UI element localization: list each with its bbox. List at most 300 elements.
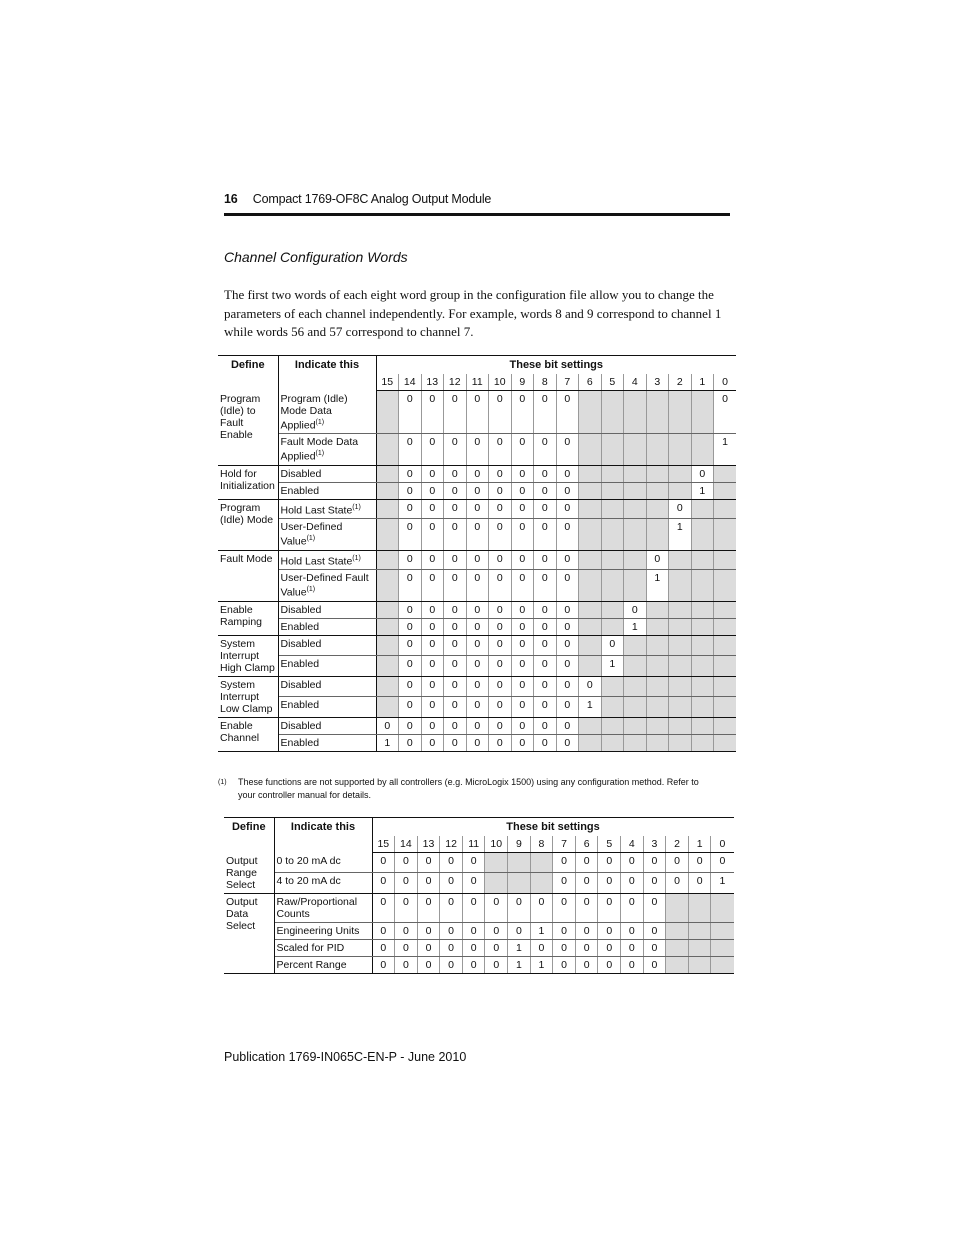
bit-cell: [646, 717, 669, 734]
bit-cell: 0: [421, 499, 444, 519]
bit-cell: 0: [466, 550, 489, 570]
bit-cell: [601, 697, 624, 718]
bit-number: 8: [530, 836, 553, 853]
indicate-label: Enabled: [280, 484, 320, 497]
bit-cell: 0: [462, 956, 485, 973]
bit-cell: [691, 391, 714, 434]
bits-header: These bit settings: [376, 356, 736, 375]
bit-cell: 0: [485, 922, 508, 939]
bit-number: 3: [643, 836, 666, 853]
bit-cell: [646, 519, 669, 551]
indicate-cell: [278, 499, 376, 519]
bit-cell: [691, 676, 714, 697]
bit-cell: [579, 519, 602, 551]
table-row: [218, 717, 736, 734]
bit-cell: [579, 570, 602, 602]
bit-number: 0: [711, 836, 734, 853]
bit-cell: [646, 499, 669, 519]
bit-cell: [691, 717, 714, 734]
bit-cell: 0: [489, 635, 512, 656]
bit-number: 2: [669, 374, 692, 391]
bit-cell: 1: [714, 434, 737, 466]
bit-cell: 0: [466, 656, 489, 677]
bit-cell: 0: [666, 853, 689, 873]
bit-cell: 0: [466, 499, 489, 519]
header-rule: [224, 213, 730, 216]
bit-cell: 0: [485, 893, 508, 922]
indicate-cell: [274, 939, 372, 956]
bit-cell: 0: [395, 893, 418, 922]
bit-cell: 0: [508, 893, 531, 922]
bit-cell: [485, 853, 508, 873]
bit-cell: [624, 570, 647, 602]
bit-cell: [624, 465, 647, 482]
bit-cell: 0: [417, 853, 440, 873]
indicate-cell: [274, 922, 372, 939]
bit-cell: 0: [511, 499, 534, 519]
bit-cell: [624, 434, 647, 466]
bit-cell: 0: [376, 717, 399, 734]
bit-cell: 0: [399, 519, 422, 551]
bit-cell: 0: [462, 873, 485, 893]
bit-cell: 0: [511, 601, 534, 618]
bit-cell: [691, 697, 714, 718]
bit-cell: 1: [508, 939, 531, 956]
bit-cell: [376, 635, 399, 656]
bit-cell: 0: [621, 853, 644, 873]
table-row: [224, 873, 734, 893]
bit-cell: 0: [553, 853, 576, 873]
bit-cell: [601, 550, 624, 570]
bit-cell: [579, 618, 602, 635]
channel-config-table-1: [218, 355, 736, 752]
bit-number: 13: [417, 836, 440, 853]
indicate-label: Fault Mode Data Applied: [280, 436, 359, 463]
bit-number: 13: [421, 374, 444, 391]
footnote: [218, 776, 718, 802]
indicate-label: Program (Idle) Mode Data Applied: [280, 392, 348, 431]
indicate-cell: [278, 635, 376, 656]
bit-cell: 0: [534, 550, 557, 570]
bit-cell: 0: [556, 550, 579, 570]
bit-cell: 0: [444, 391, 467, 434]
bit-cell: 0: [399, 550, 422, 570]
bit-cell: 0: [621, 893, 644, 922]
bit-number: 5: [598, 836, 621, 853]
bit-cell: 0: [575, 853, 598, 873]
bit-cell: 0: [372, 893, 395, 922]
bit-cell: [579, 601, 602, 618]
bit-cell: 0: [399, 601, 422, 618]
bits-header: These bit settings: [372, 818, 734, 837]
bit-cell: [714, 734, 737, 751]
bit-cell: [669, 734, 692, 751]
bit-cell: [376, 618, 399, 635]
bit-cell: 0: [485, 939, 508, 956]
indicate-label: Enabled: [280, 620, 320, 633]
bit-cell: 0: [372, 853, 395, 873]
page-number: 16: [224, 192, 238, 206]
bit-cell: 0: [444, 465, 467, 482]
bit-cell: [669, 618, 692, 635]
bit-cell: 0: [466, 697, 489, 718]
indicate-cell: [278, 519, 376, 551]
bit-cell: 0: [511, 676, 534, 697]
indicate-cell: [274, 873, 372, 893]
bit-cell: 0: [511, 734, 534, 751]
bit-number: 15: [376, 374, 399, 391]
bit-cell: 0: [421, 717, 444, 734]
bit-cell: 0: [421, 697, 444, 718]
bit-cell: 0: [553, 893, 576, 922]
bit-cell: 0: [395, 873, 418, 893]
bit-cell: 0: [417, 956, 440, 973]
bit-cell: 1: [376, 734, 399, 751]
bit-cell: [376, 601, 399, 618]
bit-cell: [714, 601, 737, 618]
bit-cell: [714, 519, 737, 551]
bit-cell: [601, 618, 624, 635]
bit-cell: 0: [511, 618, 534, 635]
bit-cell: 0: [601, 635, 624, 656]
bit-cell: 0: [511, 656, 534, 677]
bit-cell: 1: [669, 519, 692, 551]
bit-cell: [624, 391, 647, 434]
indicate-cell: [278, 465, 376, 482]
define-cell: Output Data Select: [224, 893, 274, 973]
bit-cell: 0: [466, 434, 489, 466]
bit-cell: 0: [534, 465, 557, 482]
bit-cell: [646, 465, 669, 482]
bit-cell: 0: [489, 618, 512, 635]
bit-number: 1: [688, 836, 711, 853]
indicate-label: User-Defined Fault Value: [280, 572, 369, 599]
bit-cell: 0: [534, 635, 557, 656]
bit-cell: 0: [466, 482, 489, 499]
bit-cell: [669, 550, 692, 570]
bit-cell: 0: [489, 656, 512, 677]
bit-cell: 0: [395, 956, 418, 973]
bit-cell: [691, 601, 714, 618]
bit-cell: [646, 391, 669, 434]
bit-cell: 0: [421, 734, 444, 751]
indicate-cell: [278, 434, 376, 466]
bit-cell: 0: [444, 550, 467, 570]
bit-cell: [714, 676, 737, 697]
bit-cell: [624, 656, 647, 677]
bit-cell: 0: [534, 697, 557, 718]
bit-cell: 1: [508, 956, 531, 973]
indicate-label: Disabled: [280, 719, 322, 732]
bit-cell: 0: [646, 550, 669, 570]
page-header: [224, 192, 730, 206]
bit-cell: [601, 434, 624, 466]
bit-cell: 0: [534, 676, 557, 697]
bit-cell: 0: [598, 956, 621, 973]
table-row: [218, 697, 736, 718]
bit-cell: 1: [530, 922, 553, 939]
bit-cell: [624, 734, 647, 751]
table-row: [218, 391, 736, 434]
bit-cell: 0: [417, 922, 440, 939]
bit-cell: [691, 570, 714, 602]
bit-cell: 1: [601, 656, 624, 677]
bit-cell: 0: [556, 717, 579, 734]
bit-cell: 0: [511, 697, 534, 718]
bit-cell: [714, 482, 737, 499]
bit-cell: [669, 697, 692, 718]
table-row: [224, 893, 734, 922]
bit-cell: 0: [643, 939, 666, 956]
bit-number: 10: [485, 836, 508, 853]
bit-cell: [601, 676, 624, 697]
footnote-mark: (1): [218, 779, 227, 786]
bit-cell: 0: [421, 676, 444, 697]
bit-cell: 0: [556, 570, 579, 602]
bit-cell: [669, 465, 692, 482]
bit-cell: [691, 734, 714, 751]
publication-footer: Publication 1769-IN065C-EN-P - June 2010: [224, 1050, 467, 1064]
bit-cell: 0: [556, 656, 579, 677]
bit-cell: 0: [556, 391, 579, 434]
define-cell: Enable Channel: [218, 717, 278, 751]
bit-cell: 0: [399, 570, 422, 602]
bit-cell: 0: [489, 676, 512, 697]
table-row: [218, 618, 736, 635]
bit-number: 3: [646, 374, 669, 391]
bit-number: 9: [508, 836, 531, 853]
bit-cell: [376, 676, 399, 697]
bit-cell: 0: [579, 676, 602, 697]
bit-cell: 0: [444, 635, 467, 656]
bit-cell: [646, 734, 669, 751]
bit-cell: 0: [489, 391, 512, 434]
bit-cell: [669, 570, 692, 602]
bit-cell: 0: [643, 873, 666, 893]
bit-cell: [646, 482, 669, 499]
bit-cell: [579, 499, 602, 519]
bit-cell: 0: [440, 873, 463, 893]
bit-cell: [579, 391, 602, 434]
table-row: [218, 550, 736, 570]
table-row: [218, 482, 736, 499]
bit-cell: 0: [534, 601, 557, 618]
bit-cell: [508, 853, 531, 873]
bit-number: 1: [691, 374, 714, 391]
bit-cell: 0: [466, 618, 489, 635]
bit-cell: 1: [711, 873, 734, 893]
bit-cell: [646, 656, 669, 677]
bit-cell: 0: [511, 570, 534, 602]
bit-cell: 0: [556, 434, 579, 466]
bit-cell: 0: [372, 939, 395, 956]
bit-cell: 0: [556, 499, 579, 519]
bit-cell: 0: [444, 656, 467, 677]
bit-cell: [601, 734, 624, 751]
bit-cell: [669, 635, 692, 656]
bit-cell: 0: [466, 601, 489, 618]
bit-cell: [646, 635, 669, 656]
bit-cell: [579, 656, 602, 677]
indicate-cell: [278, 601, 376, 618]
indicate-header: Indicate this: [278, 356, 376, 391]
bit-cell: 0: [399, 499, 422, 519]
bit-cell: 0: [534, 734, 557, 751]
bit-cell: 0: [621, 956, 644, 973]
header-title: Compact 1769-OF8C Analog Output Module: [252, 192, 492, 206]
bit-cell: [714, 717, 737, 734]
bit-cell: [624, 482, 647, 499]
bit-cell: 0: [598, 853, 621, 873]
bit-cell: [601, 499, 624, 519]
bit-cell: 0: [691, 465, 714, 482]
bit-cell: [666, 922, 689, 939]
bit-cell: 0: [624, 601, 647, 618]
bit-cell: 0: [444, 519, 467, 551]
table-row: [224, 922, 734, 939]
bit-cell: 0: [621, 922, 644, 939]
define-cell: Enable Ramping: [218, 601, 278, 635]
bit-cell: [669, 656, 692, 677]
indicate-label: Hold Last State: [280, 555, 353, 567]
bit-cell: 0: [466, 519, 489, 551]
bit-cell: [691, 656, 714, 677]
bit-cell: 0: [534, 570, 557, 602]
footnote-ref: (1): [306, 535, 316, 542]
indicate-cell: [278, 656, 376, 677]
section-title: Channel Configuration Words: [224, 249, 408, 265]
indicate-cell: [274, 893, 372, 922]
bit-cell: 0: [399, 697, 422, 718]
bit-cell: 0: [556, 734, 579, 751]
indicate-cell: [278, 734, 376, 751]
bit-cell: [691, 434, 714, 466]
bit-cell: 0: [511, 465, 534, 482]
bit-cell: 0: [421, 618, 444, 635]
bit-cell: [579, 717, 602, 734]
bit-cell: [624, 717, 647, 734]
bit-cell: 0: [489, 434, 512, 466]
bit-cell: 0: [534, 499, 557, 519]
indicate-label: Enabled: [280, 658, 320, 670]
bit-cell: [579, 734, 602, 751]
bit-cell: [624, 697, 647, 718]
bit-cell: [669, 717, 692, 734]
bit-cell: [624, 635, 647, 656]
footnote-ref: (1): [352, 503, 361, 511]
define-header: Define: [224, 818, 274, 853]
bit-number: 5: [601, 374, 624, 391]
bit-cell: 0: [421, 550, 444, 570]
indicate-label: Raw/Proportional Counts: [276, 895, 358, 920]
bit-cell: 0: [598, 893, 621, 922]
bit-cell: 0: [466, 635, 489, 656]
bit-cell: [376, 434, 399, 466]
bit-cell: 0: [466, 676, 489, 697]
define-cell: System Interrupt High Clamp: [218, 635, 278, 676]
bit-cell: [688, 956, 711, 973]
bit-cell: 0: [399, 656, 422, 677]
bit-cell: [624, 550, 647, 570]
bit-cell: 0: [466, 734, 489, 751]
bit-cell: [711, 893, 734, 922]
channel-config-table-2: [224, 817, 734, 974]
define-cell: Hold for Initialization: [218, 465, 278, 499]
bit-cell: [624, 519, 647, 551]
bit-cell: 0: [372, 956, 395, 973]
bit-cell: [714, 635, 737, 656]
bit-cell: 0: [553, 956, 576, 973]
bit-cell: [714, 656, 737, 677]
bit-cell: 0: [417, 893, 440, 922]
define-header: Define: [218, 356, 278, 391]
bit-cell: [376, 519, 399, 551]
bit-cell: 0: [489, 570, 512, 602]
bit-cell: [711, 922, 734, 939]
bit-cell: [376, 482, 399, 499]
bit-cell: 0: [643, 893, 666, 922]
bit-cell: 0: [399, 482, 422, 499]
bit-cell: 0: [395, 939, 418, 956]
bit-number: 11: [462, 836, 485, 853]
indicate-cell: [278, 570, 376, 602]
bit-cell: 0: [556, 465, 579, 482]
bit-cell: 0: [399, 635, 422, 656]
bit-cell: [601, 717, 624, 734]
bit-cell: 0: [489, 601, 512, 618]
bit-cell: 0: [421, 601, 444, 618]
bit-cell: 0: [553, 873, 576, 893]
bit-cell: 1: [624, 618, 647, 635]
bit-cell: 0: [575, 893, 598, 922]
bit-cell: 0: [556, 601, 579, 618]
bit-number: 9: [511, 374, 534, 391]
bit-cell: 0: [489, 465, 512, 482]
bit-cell: [669, 676, 692, 697]
bit-cell: 0: [466, 465, 489, 482]
bit-cell: [530, 873, 553, 893]
bit-cell: 0: [421, 570, 444, 602]
table-row: [218, 434, 736, 466]
bit-cell: 1: [579, 697, 602, 718]
bit-cell: [376, 465, 399, 482]
bit-cell: 0: [466, 391, 489, 434]
bit-cell: [666, 893, 689, 922]
indicate-cell: [278, 676, 376, 697]
bit-number: 7: [553, 836, 576, 853]
indicate-cell: [274, 853, 372, 873]
bit-cell: [688, 939, 711, 956]
table-row: [218, 676, 736, 697]
bit-cell: 0: [462, 922, 485, 939]
bit-cell: [714, 499, 737, 519]
bit-cell: 0: [534, 391, 557, 434]
footnote-ref: (1): [352, 554, 361, 562]
bit-cell: 0: [511, 519, 534, 551]
table-row: [218, 734, 736, 751]
bit-cell: 0: [421, 635, 444, 656]
indicate-cell: [278, 618, 376, 635]
bit-cell: 0: [421, 465, 444, 482]
footnote-ref: (1): [315, 418, 325, 426]
bit-number: 14: [399, 374, 422, 391]
indicate-label: Percent Range: [276, 958, 347, 971]
bit-cell: 0: [688, 873, 711, 893]
intro-paragraph: The first two words of each eight word group in the configuration file allow you to change the parameters of each channel independently. For example, words 8 and 9 correspond to channel 1 while words 56 and 57 correspond to channel 7.: [224, 287, 722, 339]
bit-number: 6: [579, 374, 602, 391]
table-row: [224, 956, 734, 973]
bit-number: 4: [624, 374, 647, 391]
